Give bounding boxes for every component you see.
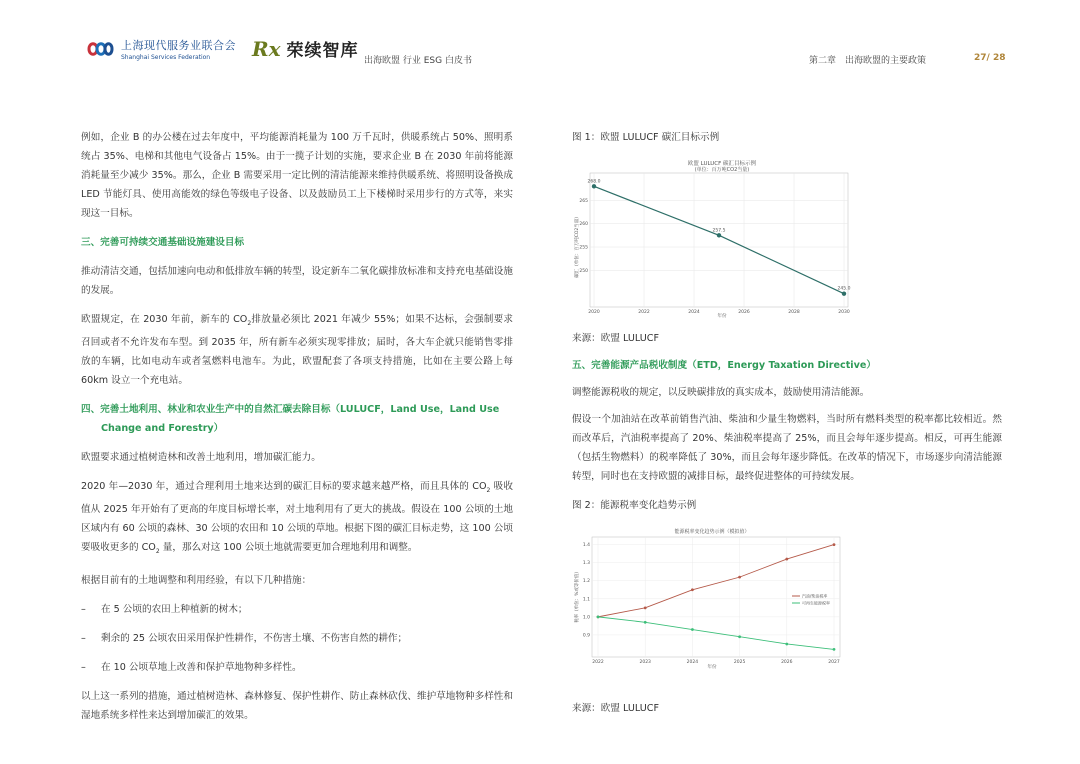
data-label: 268.0 [587,179,601,185]
data-point [644,621,647,624]
list-item: – 剩余的 25 公顷农田采用保护性耕作，不伤害土壤、不伤害自然的耕作； [81,632,408,644]
paragraph-vehicle-rules: 欧盟规定，在 2030 年前，新车的 $CO_2$排放量必须比 2021 年减少 55%；如果不达标，会强制要求召回或者不允许发布车型。到 2035 年，所有新车必须实现零排放；届时，各大车企就只能销售零排放的车辆，比如电动车或者氢燃料电池车。为此，欧盟配套了各项支持措施，比如在主要公路上每 60km 设立一个充电站。 [81,314,513,386]
data-point [833,543,836,546]
data-point [785,643,788,646]
section-heading-transport: 三、完善可持续交通基础设施建设目标 [81,237,245,248]
y-tick-label: 260 [579,222,588,228]
rx-think-tank-logo [252,36,359,61]
y-tick-label: 255 [579,245,588,251]
right-column [572,128,1002,718]
y-tick-label: 1.4 [582,543,590,549]
list-item: – 在 10 公顷草地上改善和保护草地物种多样性。 [81,661,302,673]
left-column [81,128,513,725]
chapter-title: 第二章 出海欧盟的主要政策 [809,56,927,66]
data-point [738,635,741,638]
figure-1-caption: 图 1：欧盟 LULUCF 碳汇目标示例 [572,132,720,143]
legend-label: 汽油/柴油税率 [802,593,828,599]
x-tick-label: 2026 [738,310,750,315]
paragraph-fuel-station: 假设一个加油站在改革前销售汽油、柴油和少量生物燃料，当时所有燃料类型的税率都比较相近。然而改革后，汽油税率提高了 20%、柴油税率提高了 25%，而且会每年逐步提高。相反，可再生能源（包括生物燃料）的税率降低了 30%，而且会每年逐步降低。在改革的情况下，市场逐步向清洁能源转型，同时也在支持欧盟的减排目标，最终促进整体的可持续发展。 [572,414,1002,482]
paragraph-land-example: 2020 年—2030 年，通过合理利用土地来达到的碳汇目标的要求越来越严格，而且具体的 $CO_2$ 吸收值从 2025 年开始有了更高的年度目标增长率，对土地利用有了更大的挑战。假设在 100 公顷的土地区域内有 60 公顷的森林、30 公顷的农田和 10 公顷的草地。根据下图的碳汇目标走势，这 100 公顷要吸收更多的 $CO_2$ 量，那么对这 100 公顷土地就需要更加合理地利用和调整。 [81,480,513,555]
x-tick-label: 2025 [733,660,746,665]
chart-title: 欧盟 LULUCF 碳汇目标示例 [687,161,757,167]
rx-name: 荣续智库 [286,41,359,61]
data-point [592,184,596,188]
y-axis-label: 碳汇（单位：百万吨CO2当量） [575,214,580,278]
header-logos [85,36,359,61]
data-point [597,615,600,618]
x-tick-label: 2030 [838,310,850,315]
chart-subtitle: (单位：百万吨CO2当量) [694,167,750,173]
figure-2-chart [572,521,852,691]
federation-logo-icon [85,38,115,60]
x-tick-label: 2028 [788,310,800,315]
data-label: 257.5 [712,228,726,234]
page-number: 27/ 28 [974,53,1006,63]
paragraph-carbon-sink: 欧盟要求通过植树造林和改善土地利用，增加碳汇能力。 [81,451,321,463]
data-point [842,291,846,295]
figure-1-chart [572,151,852,321]
data-point [644,606,647,609]
energy-tax-chart [572,521,852,671]
paragraph-measures-summary: 以上这一系列的措施，通过植树造林、森林修复、保护性耕作、防止森林砍伐、维护草地物种多样性和湿地系统多样性来达到增加碳汇的效果。 [81,690,513,721]
figure-2-caption: 图 2：能源税率变化趋势示例 [572,500,697,511]
paragraph-example: 例如，企业 B 的办公楼在过去年度中，平均能源消耗量为 100 万千瓦时，供暖系统占 50%、照明系统占 35%、电梯和其他电气设备占 15%。由于一揽子计划的实施，要求企业 B 在 2030 年前将能源消耗量至少减少 35%。那么，企业 B 需要采用一定比例的清洁能源来维持供暖系统、将照明设备换成 LED 节能灯具、使用高能效的绿色等级电子设备、以及鼓励员工上下楼梯时采用步行的方式等，来实现这一目标。 [81,132,513,219]
y-tick-label: 265 [579,198,588,204]
x-tick-label: 2024 [688,310,700,315]
figure-2-source: 来源：欧盟 LULUCF [572,703,660,714]
list-item: – 在 5 公顷的农田上种植新的树木； [81,603,248,615]
rx-logo-icon: Rx [252,36,281,61]
y-axis-label: 税率（单位：%或等价值） [575,569,580,623]
x-tick-label: 2024 [686,660,699,665]
lulucf-chart [572,151,852,321]
y-tick-label: 1.1 [582,597,590,603]
y-tick-label: 1.0 [582,615,590,621]
x-axis-label: 年份 [717,314,727,319]
section-heading-lulucf: 四、完善土地利用、林业和农业生产中的自然汇碳去除目标（LULUCF，Land Use，Land Use Change and Forestry） [81,403,500,434]
x-tick-label: 2023 [639,660,651,665]
x-axis-label: 年份 [707,665,717,670]
paragraph-measures-intro: 根据目前有的土地调整和利用经验，有以下几种措施： [81,574,312,586]
x-tick-label: 2022 [638,310,650,315]
x-tick-label: 2027 [828,660,840,665]
data-point [833,648,836,651]
y-tick-label: 0.9 [582,633,590,639]
legend-label: 可再生能源税率 [802,600,830,606]
federation-name-cn: 上海现代服务业联合会 [121,38,236,52]
data-point [717,233,721,237]
y-tick-label: 1.2 [582,579,590,585]
section-heading-etd: 五、完善能源产品税收制度（ETD，Energy Taxation Directive） [572,360,876,371]
data-point [785,558,788,561]
data-point [691,588,694,591]
y-tick-label: 250 [579,268,588,274]
document-title: 出海欧盟 行业 ESG 白皮书 [364,56,472,66]
data-point [691,628,694,631]
figure-1-source: 来源：欧盟 LULUCF [572,333,660,344]
federation-name-en: Shanghai Services Federation [121,53,211,61]
chart-title: 能源税率变化趋势示例（模拟值） [674,529,750,535]
x-tick-label: 2026 [781,660,793,665]
y-tick-label: 1.3 [582,561,590,567]
x-tick-label: 2022 [592,660,604,665]
paragraph-energy-tax: 调整能源税收的规定，以反映碳排放的真实成本，鼓励使用清洁能源。 [572,387,870,398]
data-label: 245.0 [837,286,851,292]
data-point [738,576,741,579]
x-tick-label: 2020 [588,310,600,315]
paragraph-clean-transport: 推动清洁交通，包括加速向电动和低排放车辆的转型，设定新车二氧化碳排放标准和支持充电基础设施的发展。 [81,266,513,296]
